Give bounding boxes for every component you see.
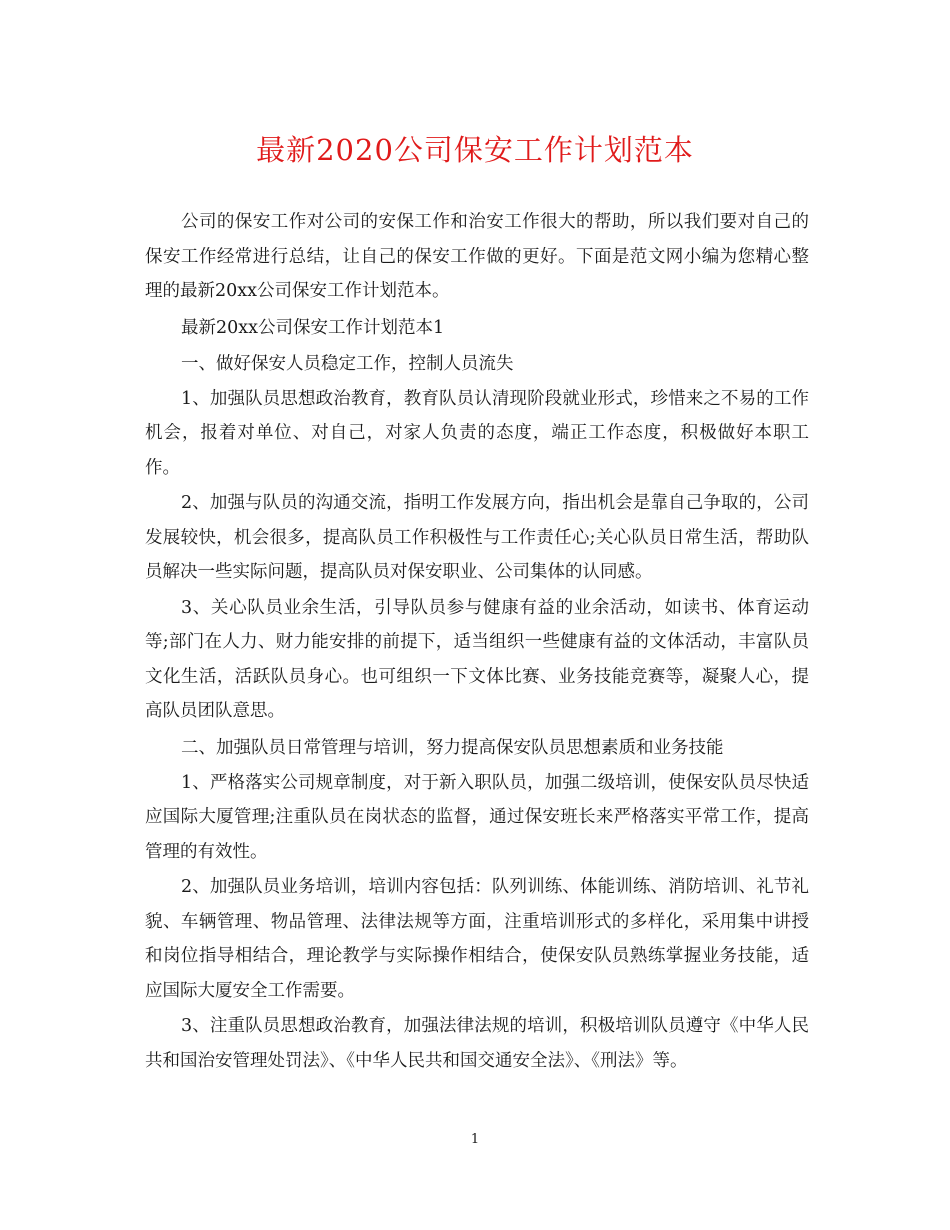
page-number: 1 [470, 1132, 480, 1147]
paragraph: 3、关心队员业余生活，引导队员参与健康有益的业余活动，如读书、体育运动等;部门在人力、财力能安排的前提下，适当组织一些健康有益的文体活动，丰富队员文化生活，活跃队员身心。也可组织一下文体比赛、业务技能竞赛等，凝聚人心，提高队员团队意思。 [145, 597, 809, 721]
paragraph: 2、加强与队员的沟通交流，指明工作发展方向，指出机会是靠自己争取的，公司发展较快，机会很多，提高队员工作积极性与工作责任心;关心队员日常生活，帮助队员解决一些实际问题，提高队员对保安职业、公司集体的认同感。 [145, 493, 809, 582]
paragraph: 1、加强队员思想政治教育，教育队员认清现阶段就业形式，珍惜来之不易的工作机会，报着对单位、对自己，对家人负责的态度，端正工作态度，积极做好本职工作。 [145, 388, 809, 478]
subsection-heading: 二、加强队员日常管理与培训，努力提高保安队员思想素质和业务技能 [181, 737, 724, 758]
paragraph: 3、注重队员思想政治教育，加强法律法规的培训，积极培训队员遵守《中华人民共和国治安管理处罚法》、《中华人民共和国交通安全法》、《刑法》等。 [145, 1016, 809, 1071]
intro-paragraph: 公司的保安工作对公司的安保工作和治安工作很大的帮助，所以我们要对自己的保安工作经常进行总结，让自己的保安工作做的更好。下面是范文网小编为您精心整理的最新20xx公司保安工作计划范本。 [145, 212, 809, 301]
section-heading: 最新20xx公司保安工作计划范本1 [181, 317, 445, 338]
paragraph: 1、严格落实公司规章制度，对于新入职队员，加强二级培训，使保安队员尽快适应国际大厦管理;注重队员在岗状态的监督，通过保安班长来严格落实平常工作，提高管理的有效性。 [145, 772, 809, 862]
subsection-heading: 一、做好保安人员稳定工作，控制人员流失 [181, 353, 514, 374]
document-title: 最新2020公司保安工作计划范本 [256, 133, 694, 167]
document-body [145, 205, 809, 1079]
paragraph: 2、加强队员业务培训，培训内容包括：队列训练、体能训练、消防培训、礼节礼貌、车辆管理、物品管理、法律法规等方面，注重培训形式的多样化，采用集中讲授和岗位指导相结合，理论教学与实际操作相结合，使保安队员熟练掌握业务技能，适应国际大厦安全工作需要。 [145, 877, 809, 1001]
